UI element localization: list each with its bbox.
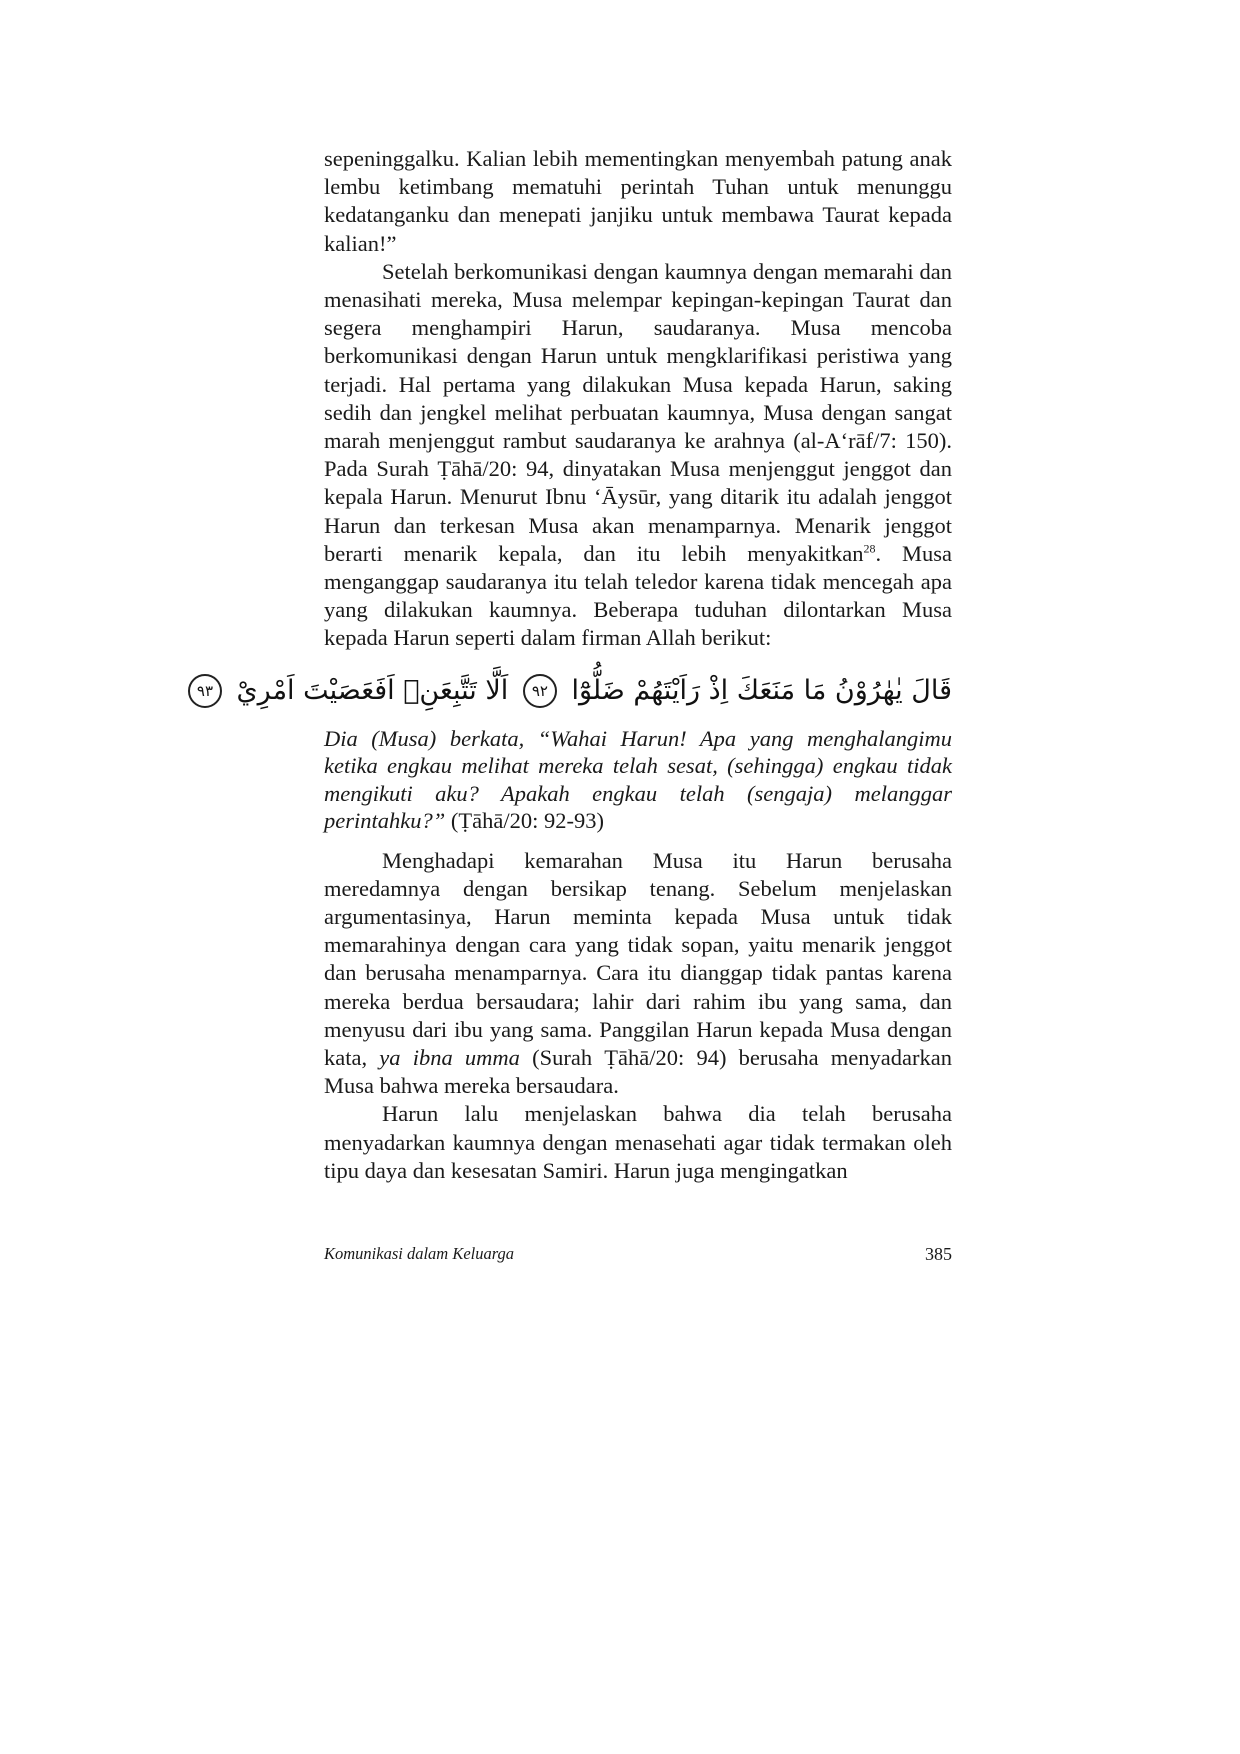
- verse-reference: (Ṭāhā/20: 92-93): [445, 808, 604, 834]
- paragraph-3-text: Menghadapi kemarahan Musa itu Harun berusaha meredamnya dengan bersikap tenang. Sebelum menjelaskan argumentasinya, Harun meminta kepada Musa untuk tidak memarahinya dengan cara yang tidak sopan, yaitu menarik jenggot dan berusaha menamparnya. Cara itu dianggap tidak pantas karena mereka berdua bersaudara; lahir dari rahim ibu yang sama, dan menyusu dari ibu yang sama. Panggilan Harun kepada Musa dengan kata,: [324, 847, 952, 1071]
- paragraph-1: sepeninggalku. Kalian lebih mementingkan menyembah patung anak lembu ketimbang mematuhi perintah Tuhan untuk menunggu kedatanganku dan menepati janjiku untuk membawa Taurat kepada kalian!”: [324, 146, 952, 256]
- verse-translation: [324, 725, 952, 835]
- running-title: Komunikasi dalam Keluarga: [324, 1244, 515, 1263]
- paragraph-4: Harun lalu menjelaskan bahwa dia telah berusaha menyadarkan kaumnya dengan menasehati agar tidak termakan oleh tipu daya dan kesesatan Samiri. Harun juga mengingatkan: [324, 1101, 952, 1183]
- paragraph-2: [324, 258, 952, 653]
- page-body: [196, 145, 952, 1185]
- ayah-number-92: ٩٢: [523, 674, 557, 708]
- verse-arabic-1: قَالَ يٰهٰرُوْنُ مَا مَنَعَكَ اِذْ رَاَيْتَهُمْ ضَلُّوْٓا: [571, 674, 952, 706]
- paragraph-2-text: Setelah berkomunikasi dengan kaumnya dengan memarahi dan menasihati mereka, Musa melempar kepingan-kepingan Taurat dan segera menghampiri Harun, saudaranya. Musa mencoba berkomunikasi dengan Harun untuk mengklarifikasi peristiwa yang terjadi. Hal pertama yang dilakukan Musa kepada Harun, saking sedih dan jengkel melihat perbuatan kaumnya, Musa dengan sangat marah menjenggut rambut saudaranya ke arahnya (al-A‘rāf/7: 150). Pada Surah Ṭāhā/20: 94, dinyatakan Musa menjenggut jenggot dan kepala Harun. Menurut Ibnu ‘Āysūr, yang ditarik itu adalah jenggot Harun dan terkesan Musa akan menamparnya. Menarik jenggot berarti menarik kepala, dan itu lebih menyakitkan: [324, 258, 952, 566]
- paragraph-3-text-end: (Surah Ṭāhā/20: 94) berusaha menyadarkan Musa bahwa mereka bersaudara.: [324, 1045, 952, 1099]
- verse-arabic-2: اَلَّا تَتَّبِعَنِۗ اَفَعَصَيْتَ اَمْرِيْ: [236, 674, 509, 706]
- paragraph-3-italic: ya ibna umma: [379, 1045, 520, 1071]
- page-footer: [324, 1244, 952, 1265]
- paragraph-2-text-end: . Musa menganggap saudaranya itu telah teledor karena tidak mencegah apa yang dilakukan kaumnya. Beberapa tuduhan dilontarkan Musa kepada Harun seperti dalam firman Allah berikut:: [324, 540, 952, 651]
- footnote-marker: 28: [863, 541, 876, 556]
- quran-verse: [196, 667, 952, 715]
- ayah-number-93: ٩٣: [188, 674, 222, 708]
- paragraph-3: [324, 847, 952, 1101]
- page-number: 385: [925, 1244, 952, 1264]
- translation-text: Dia (Musa) berkata, “Wahai Harun! Apa yang menghalangimu ketika engkau melihat mereka telah sesat, (sehingga) engkau tidak mengikuti aku? Apakah engkau telah (sengaja) melanggar perintahku?”: [324, 725, 952, 834]
